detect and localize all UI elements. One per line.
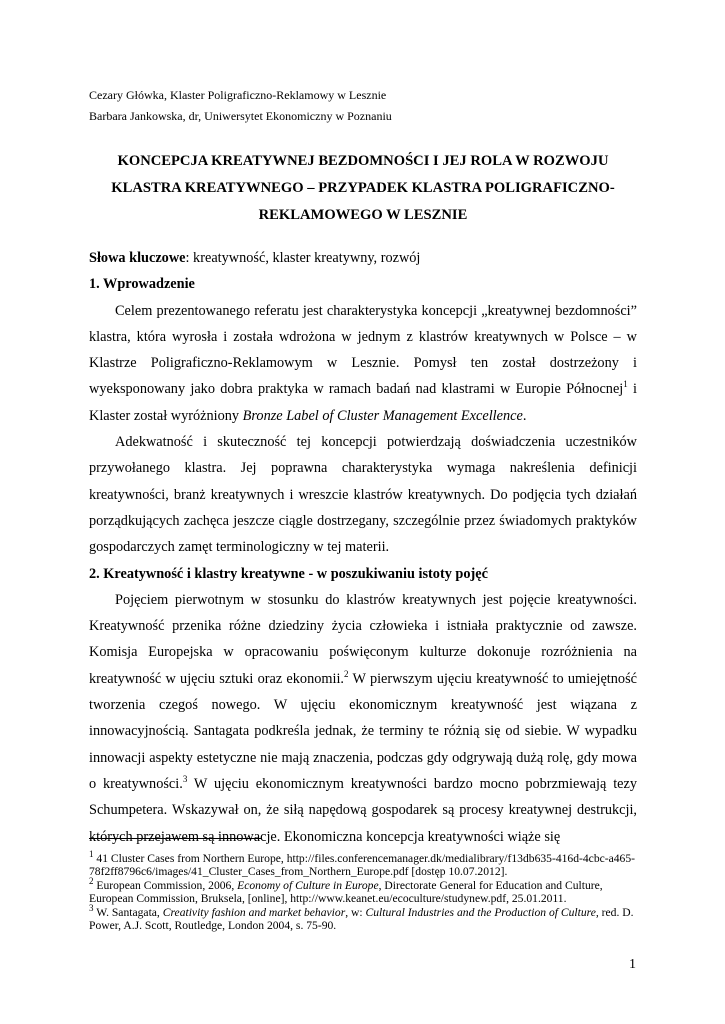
page-number: 1 bbox=[629, 957, 636, 972]
footnote-1: $^1$ 41 Cluster Cases from Northern Europe, http://files.conferencemanager.dk/medialibrary/f13db635-416d-4cbc-a465-78f2ff8796c6/images/41_Cluster_Cases_from_Northern_Europe.pdf [dostęp 10.07.2012]. bbox=[89, 849, 636, 879]
keywords-label: Słowa kluczowe bbox=[89, 250, 186, 266]
section-1-paragraph-1: Celem prezentowanego referatu jest charakterystyka koncepcji „kreatywnej bezdomności” klastra, która wyrosła i została wdrożona w jednym z klastrów kreatywnych w Polsce – w Klastrze Poligraficzno-Reklamowym w Lesznie. Pomysł ten został dostrzeżony i wyeksponowany jako dobra praktyka w ramach badań nad klastrami w Europie Północnej$^1$ i Klaster został wyróżniony Bronze Label of Cluster Management Excellence. bbox=[89, 302, 637, 424]
keywords-text: : kreatywność, klaster kreatywny, rozwój bbox=[185, 250, 421, 266]
section-1-heading: 1. Wprowadzenie bbox=[89, 276, 195, 293]
body-text bbox=[89, 245, 637, 850]
footnote-2: $^2$ European Commission, 2006, Economy of Culture in Europe, Directorate General for Education and Culture, European Commission, Bruksela, [online], http://www.keanet.eu/ecoculture/studynew.pdf, 25.01.2011. bbox=[89, 875, 603, 906]
footnote-ref-1: 1 bbox=[623, 379, 628, 390]
award-name: Bronze Label of Cluster Management Excellence bbox=[242, 407, 523, 424]
paper-title bbox=[89, 148, 637, 229]
section-2-heading: 2. Kreatywność i klastry kreatywne - w poszukiwaniu istoty pojęć bbox=[89, 565, 488, 582]
author-2: Barbara Jankowska, dr, Uniwersytet Ekonomiczny w Poznaniu bbox=[89, 109, 392, 123]
author-list bbox=[89, 85, 392, 127]
footnote-ref-3: 3 bbox=[182, 774, 188, 785]
footnotes bbox=[89, 849, 649, 933]
section-1-paragraph-2: Adekwatność i skuteczność tej koncepcji potwierdzają doświadczenia uczestników przywołanego klastra. Jej poprawna charakterystyka wymaga nakreślenia definicji kreatywności, branż kreatywnych i wreszcie klastrów kreatywnych. Do podjęcia tych działań porządkujących zachęca jeszcze ciągle dostrzegany, szczególnie przez świadomych praktyków gospodarczych zamęt terminologiczny w tej materii. bbox=[89, 434, 637, 556]
footnote-separator bbox=[89, 838, 261, 839]
section-2-paragraph-1: Pojęciem pierwotnym w stosunku do klastrów kreatywnych jest pojęcie kreatywności. Kreatywność przenika różne dziedziny życia człowieka i istniała praktycznie od zawsze. Komisja Europejska w opracowaniu poświęconym kulturze dokonuje rozróżnienia na kreatywność w ujęciu sztuki oraz ekonomii.$^2$ W pierwszym ujęciu kreatywność to umiejętność tworzenia czegoś nowego. W ujęciu ekonomicznym kreatywność jest wiązana z innowacyjnością. Santagata podkreśla jednak, że terminy te różnią się od siebie. W wypadku innowacji aspekty estetyczne nie mają znaczenia, podczas gdy odgrywają dużą rolę, gdy mowa o kreatywności.$^3$ W ujęciu ekonomicznym kreatywności bardzo mocno pobrzmiewają tezy Schumpetera. Wskazywał on, że siłą napędową gospodarek są procesy kreatywnej destrukcji, których przejawem są innowacje. Ekonomiczna koncepcja kreatywności wiąże się bbox=[89, 591, 638, 845]
title-line-2: KLASTRA KREATYWNEGO – PRZYPADEK KLASTRA POLIGRAFICZNO- bbox=[111, 180, 615, 196]
title-line-1: KONCEPCJA KREATYWNEJ BEZDOMNOŚCI I JEJ ROLA W ROZWOJU bbox=[117, 153, 609, 169]
title-line-3: REKLAMOWEGO W LESZNIE bbox=[258, 207, 468, 223]
author-1: Cezary Główka, Klaster Poligraficzno-Reklamowy w Lesznie bbox=[89, 88, 387, 102]
footnote-ref-2: 2 bbox=[344, 668, 349, 679]
keywords bbox=[89, 245, 637, 271]
footnote-3: $^3$ W. Santagata, Creativity fashion and market behavior, w: Cultural Industries and the Production of Culture, red. D. Power, A.J. Scott, Routledge, London 2004, s. 75-90. bbox=[89, 902, 634, 933]
